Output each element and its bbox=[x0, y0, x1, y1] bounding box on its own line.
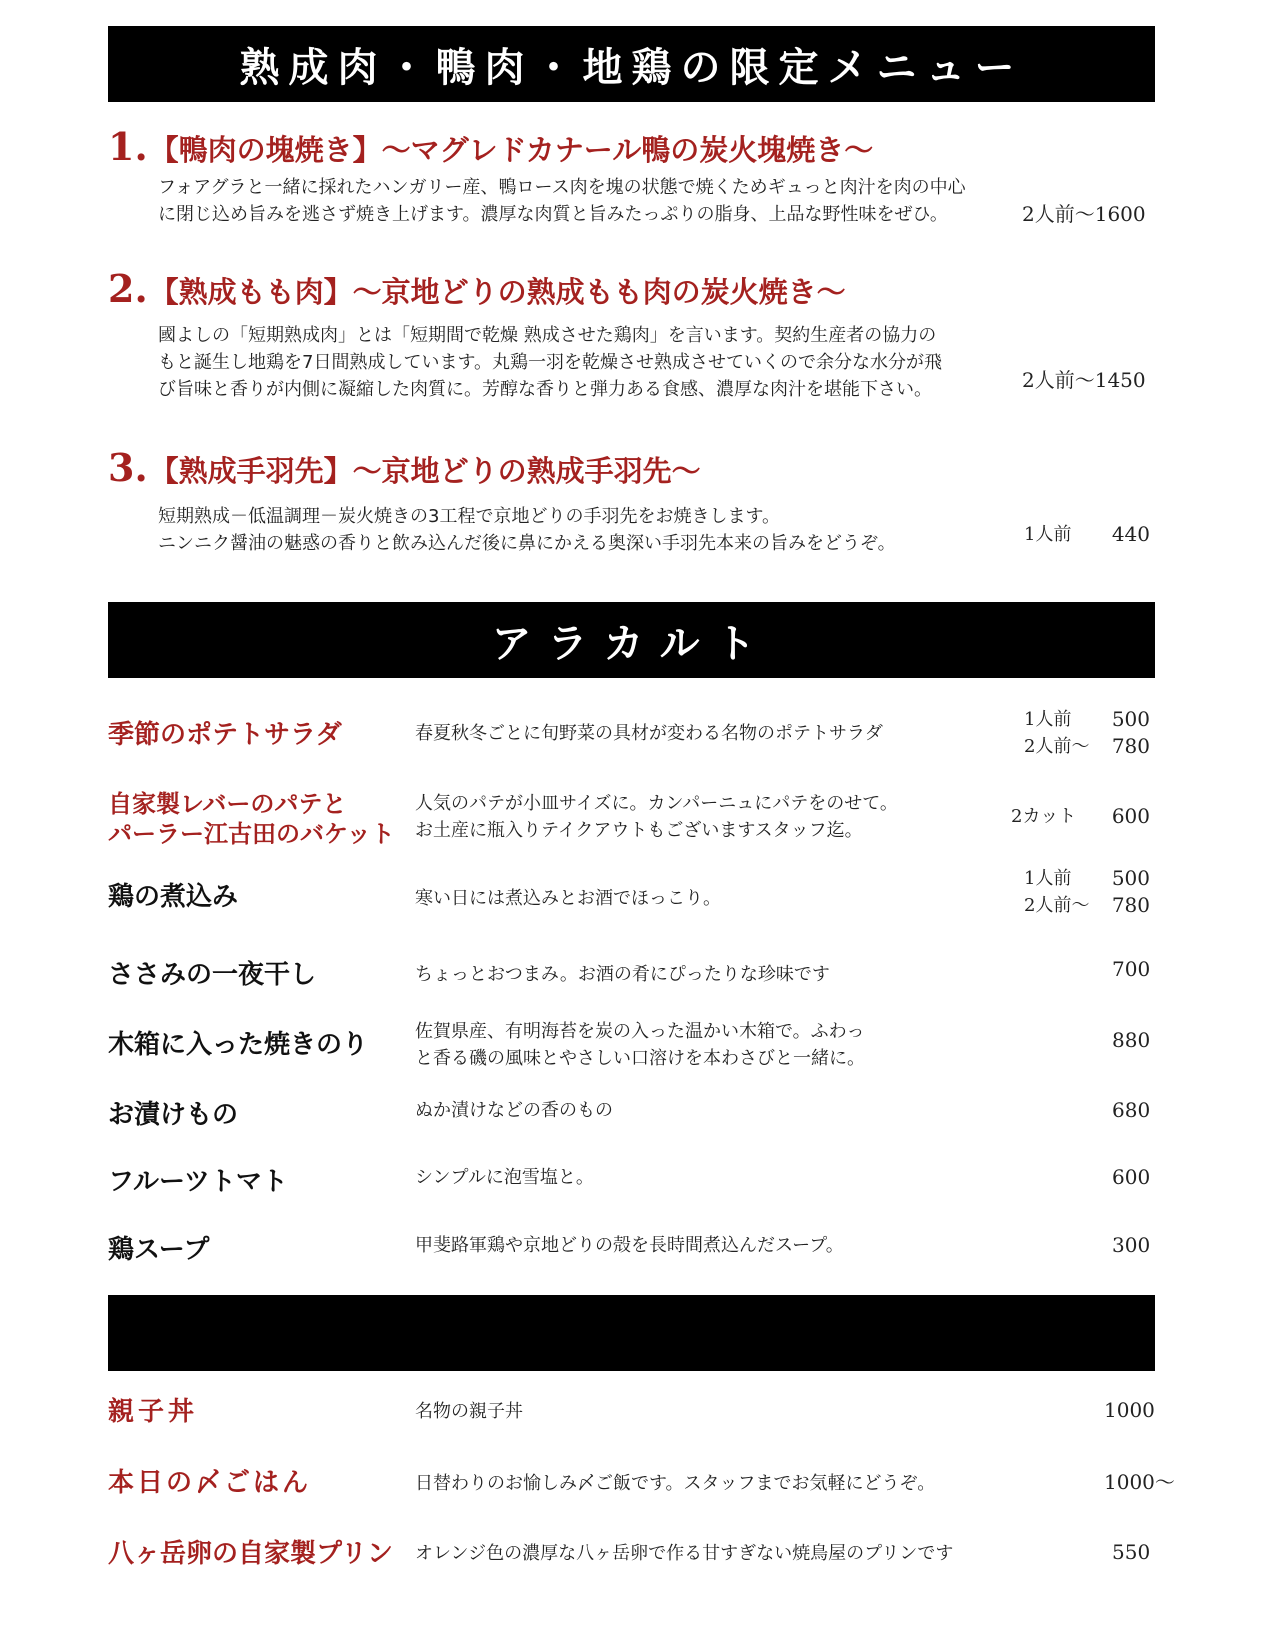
alacarte-item-5-description bbox=[415, 1018, 865, 1072]
alacarte-item-7-description: シンプルに泡雪塩と。 bbox=[415, 1167, 594, 1188]
alacarte-item-4-name: ささみの一夜干し bbox=[108, 960, 317, 990]
limited-item-1-price: 2人前～1600 bbox=[1022, 202, 1146, 226]
description-line: び旨味と香りが内側に凝縮した肉質に。芳醇な香りと弾力ある食感、濃厚な肉汁を堪能下さい。 bbox=[158, 379, 932, 400]
description-line: 佐賀県産、有明海苔を炭の入った温かい木箱で。ふわっ bbox=[415, 1021, 865, 1042]
limited-item-3-price bbox=[1024, 521, 1150, 548]
alacarte-title: アラカルト bbox=[491, 619, 772, 667]
alacarte-item-5-price: 880 bbox=[1112, 1028, 1151, 1052]
meal-item-3-description: オレンジ色の濃厚な八ヶ岳卵で作る甘すぎない焼鳥屋のプリンです bbox=[415, 1543, 954, 1564]
meals-banner bbox=[108, 1295, 1155, 1371]
limited-item-3-number: 3. bbox=[108, 445, 148, 490]
alacarte-item-5-name: 木箱に入った焼きのり bbox=[108, 1030, 369, 1060]
description-line: と香る磯の風味とやさしい口溶けを本わさびと一緒に。 bbox=[415, 1048, 865, 1069]
description-line: もと誕生し地鶏を7日間熟成しています。丸鶏一羽を乾燥させ熟成させていくので余分な水分が飛 bbox=[158, 352, 943, 373]
description-line: ニンニク醤油の魅惑の香りと飲み込んだ後に鼻にかえる奥深い手羽先本来の旨みをどうぞ。 bbox=[158, 533, 896, 554]
meal-item-1-name: 親子丼 bbox=[108, 1397, 199, 1427]
limited-item-3-title bbox=[108, 445, 701, 490]
price-amount: 600 bbox=[1111, 804, 1150, 828]
alacarte-item-2-name bbox=[108, 789, 395, 849]
description-line: フォアグラと一緒に採れたハンガリー産、鴨ロース肉を塊の状態で焼くためギュっと肉汁を肉の中心 bbox=[158, 177, 966, 198]
limited-item-3-name: 【熟成手羽先】～京地どりの熟成手羽先～ bbox=[149, 454, 701, 488]
alacarte-item-6-name: お漬けもの bbox=[108, 1100, 239, 1130]
alacarte-item-3-description: 寒い日には煮込みとお酒でほっこり。 bbox=[415, 888, 721, 909]
limited-item-2-name: 【熟成もも肉】～京地どりの熟成もも肉の炭火焼き～ bbox=[149, 275, 846, 309]
alacarte-item-8-price: 300 bbox=[1112, 1233, 1151, 1257]
price-amount: 780 bbox=[1111, 893, 1150, 917]
limited-item-1-number: 1. bbox=[108, 124, 148, 169]
alacarte-banner bbox=[108, 602, 1155, 678]
price-quantity: 2カット bbox=[1011, 806, 1077, 827]
alacarte-item-6-description: ぬか漬けなどの香のもの bbox=[415, 1100, 613, 1121]
price-quantity: 1人前 bbox=[1024, 524, 1072, 545]
description-line: お土産に瓶入りテイクアウトもございますスタッフ迄。 bbox=[415, 820, 863, 841]
name-line: 自家製レバーのパテと bbox=[108, 789, 347, 818]
meal-item-1-price: 1000 bbox=[1104, 1398, 1155, 1422]
name-line: パーラー江古田のバケット bbox=[108, 819, 395, 848]
price-quantity: 2人前～ bbox=[1024, 736, 1090, 757]
alacarte-item-7-price: 600 bbox=[1112, 1165, 1151, 1189]
description-line: 國よしの「短期熟成肉」とは「短期間で乾燥 熟成させた鶏肉」を言います。契約生産者の協力の bbox=[158, 325, 937, 346]
limited-item-2-title bbox=[108, 266, 846, 311]
alacarte-item-8-name: 鶏スープ bbox=[108, 1235, 210, 1265]
limited-item-2-description bbox=[158, 322, 942, 403]
alacarte-item-3-name: 鶏の煮込み bbox=[108, 882, 239, 912]
alacarte-item-7-name: フルーツトマト bbox=[108, 1167, 288, 1197]
alacarte-item-1-description: 春夏秋冬ごとに旬野菜の具材が変わる名物のポテトサラダ bbox=[415, 723, 883, 744]
alacarte-item-3-prices bbox=[1024, 865, 1150, 919]
meal-item-1-description: 名物の親子丼 bbox=[415, 1401, 523, 1422]
alacarte-item-2-description bbox=[415, 790, 898, 844]
meal-item-3-name: 八ヶ岳卵の自家製プリン bbox=[108, 1539, 393, 1569]
description-line: 人気のパテが小皿サイズに。カンパーニュにパテをのせて。 bbox=[415, 793, 898, 814]
limited-item-2-number: 2. bbox=[108, 266, 148, 311]
price-quantity: 2人前～ bbox=[1024, 895, 1090, 916]
price-amount: 500 bbox=[1111, 866, 1150, 890]
price-amount: 780 bbox=[1111, 734, 1150, 758]
price-quantity: 1人前 bbox=[1024, 868, 1072, 889]
meal-item-2-price: 1000～ bbox=[1104, 1470, 1175, 1494]
meal-item-2-description: 日替わりのお愉しみ〆ご飯です。スタッフまでお気軽にどうぞ。 bbox=[415, 1473, 936, 1494]
alacarte-item-6-price: 680 bbox=[1112, 1098, 1151, 1122]
alacarte-item-4-price: 700 bbox=[1112, 957, 1151, 981]
description-line: に閉じ込め旨みを逃さず焼き上げます。濃厚な肉質と旨みたっぷりの脂身、上品な野性味をぜひ。 bbox=[158, 204, 948, 225]
meal-item-2-name: 本日の〆ごはん bbox=[108, 1468, 312, 1498]
limited-item-1-name: 【鴨肉の塊焼き】～マグレドカナール鴨の炭火塊焼き～ bbox=[149, 133, 874, 167]
limited-menu-banner bbox=[108, 26, 1155, 102]
alacarte-item-1-name: 季節のポテトサラダ bbox=[108, 720, 342, 750]
limited-item-1-description bbox=[158, 174, 966, 228]
price-quantity: 1人前 bbox=[1024, 709, 1072, 730]
limited-menu-title: 熟成肉・鴨肉・地鶏の限定メニュー bbox=[239, 43, 1024, 91]
alacarte-item-8-description: 甲斐路軍鶏や京地どりの殻を長時間煮込んだスープ。 bbox=[415, 1235, 844, 1256]
alacarte-item-2-prices bbox=[1011, 803, 1150, 830]
price-amount: 440 bbox=[1111, 522, 1150, 546]
limited-item-3-description bbox=[158, 503, 896, 557]
meal-item-3-price: 550 bbox=[1112, 1540, 1151, 1564]
alacarte-item-4-description: ちょっとおつまみ。お酒の肴にぴったりな珍味です bbox=[415, 964, 830, 985]
alacarte-item-1-prices bbox=[1024, 706, 1150, 760]
limited-item-1-title bbox=[108, 124, 874, 169]
price-amount: 500 bbox=[1111, 707, 1150, 731]
limited-item-2-price: 2人前～1450 bbox=[1022, 368, 1146, 392]
description-line: 短期熟成－低温調理－炭火焼きの3工程で京地どりの手羽先をお焼きします。 bbox=[158, 506, 781, 527]
